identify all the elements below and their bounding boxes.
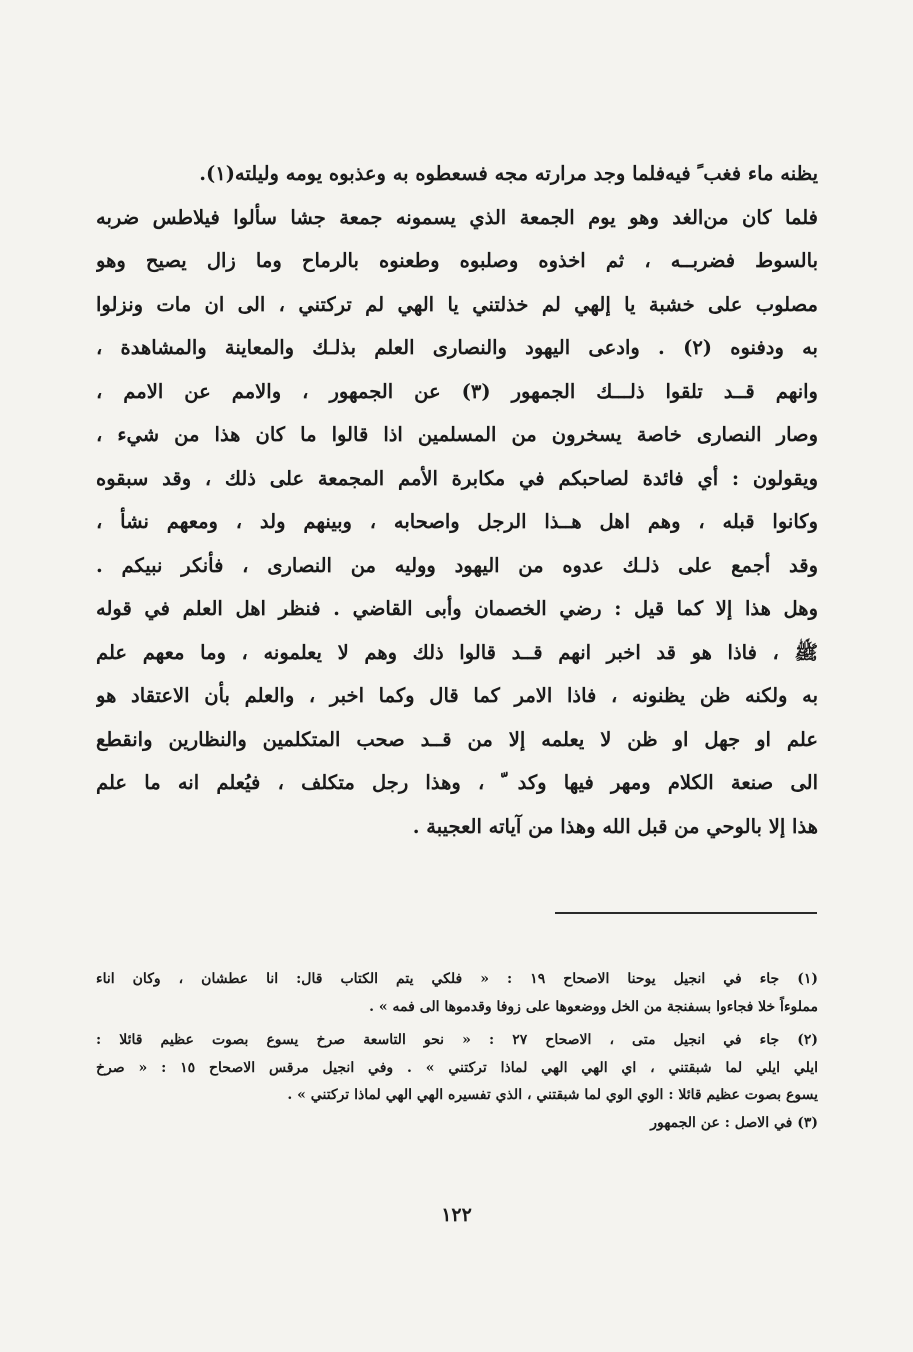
body-line: به ولكنه ظن يظنونه ، فاذا الامر كما قال وكما اخبر ، والعلم بأن الاعتقاد هو	[96, 684, 818, 707]
footnote-line: ايلي ايلي لما شبقتني ، اي الهي الهي لماذا تركتني » . وفي انجيل مرقس الاصحاح ١٥ : « صرخ	[96, 1059, 818, 1076]
footnote-line: يسوع بصوت عظيم قائلا : الوي الوي لما شبقتني ، الذي تفسيره الهي الهي لماذا تركتني » .	[287, 1087, 818, 1103]
body-line: يظنه ماء فغب ً فيه‌فلما وجد مرارته مجه فسعطوه به وعذبوه يومه وليلته(١).	[199, 162, 818, 185]
footnote-line: (٢) جاء في انجيل متى ، الاصحاح ٢٧ : « نحو التاسعة صرخ يسوع بصوت عظيم قائلا :	[96, 1032, 818, 1048]
footnotes	[96, 966, 818, 1137]
body-line: الى صنعة الكلام ومهر فيها وكد ّ ، وهذا رجل متكلف ، فيُعلم انه ما علم	[96, 771, 818, 794]
footnote-line: (١) جاء في انجيل يوحنا الاصحاح ١٩ : « فلكي يتم الكتاب قال: انا عطشان ، وكان اناء	[96, 971, 818, 987]
body-line: علم او جهل او ظن لا يعلمه إلا من قــد صحب المتكلمين والنظارين وانقطع	[96, 727, 818, 751]
body-line: بالسوط فضربــه ، ثم اخذوه وصلبوه وطعنوه بالرماح وما زال يصيح وهو	[96, 249, 818, 272]
footnote-line: مملوءاً خلا فجاءوا بسفنجة من الخل ووضعوها على زوفا وقدموها الى فمه » .	[369, 998, 818, 1015]
body-line: ﷺ ، فاذا هو قد اخبر انهم قــد قالوا ذلك وهم لا يعلمونه ، وما معهم علم	[96, 640, 818, 664]
body-line: وانهم قــد تلقوا ذلـــك الجمهور (٣) عن الجمهور ، والامم عن الامم ،	[96, 379, 818, 403]
footnote-divider	[555, 912, 817, 914]
footnote-line: (٣) في الاصل : عن الجمهور	[650, 1114, 818, 1131]
body-line: ويقولون : أي فائدة لصاحبكم في مكابرة الأمم المجمعة على ذلك ، وقد سبقوه	[96, 466, 818, 490]
body-text	[96, 152, 818, 848]
body-line: به ودفنوه (٢) . وادعى اليهود والنصارى العلم بذلـك والمعاينة والمشاهدة ،	[96, 336, 818, 359]
body-line: وصار النصارى خاصة يسخرون من المسلمين اذا قالوا ما كان هذا من شيء ،	[96, 423, 818, 446]
body-line: وكانوا قبله ، وهم اهل هــذا الرجل واصحابه ، وبينهم ولد ، ومعهم نشأ ،	[96, 510, 818, 533]
body-line: وقد أجمع على ذلـك عدوه من اليهود ووليه من النصارى ، فأنكر نبيكم .	[96, 553, 818, 577]
body-line: وهل هذا إلا كما قيل : رضي الخصمان وأبى القاضي . فنظر اهل العلم في قوله	[96, 597, 818, 620]
page-number: ١٢٢	[441, 1204, 472, 1226]
body-line: هذا إلا بالوحي من قبل الله وهذا من آياته العجيبة .	[412, 814, 818, 838]
body-line: فلما كان من‌الغد وهو يوم الجمعة الذي يسمونه جمعة جشا سألوا فيلاطس ضربه	[96, 205, 818, 229]
body-line: مصلوب على خشبة يا إلهي لم خذلتني يا الهي لم تركتني ، الى ان مات ونزلوا	[96, 292, 818, 316]
